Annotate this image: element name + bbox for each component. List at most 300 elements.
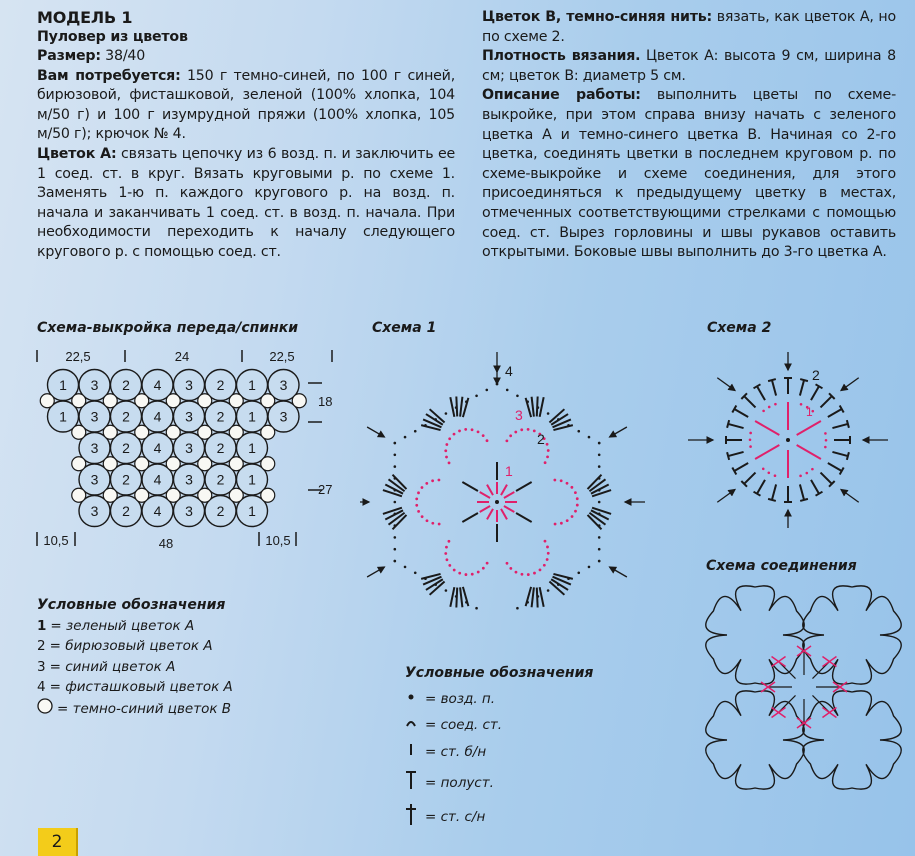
flowerB-circle xyxy=(135,488,149,502)
scheme1-title: Схема 1 xyxy=(372,320,437,336)
pink-chain-dot xyxy=(486,562,489,565)
stitch-top xyxy=(727,420,729,428)
legend-text: = темно-синий цветок В xyxy=(57,700,232,717)
join-arrow xyxy=(367,427,384,437)
flower-legend-item xyxy=(37,657,233,678)
pink-chain-dot xyxy=(446,558,449,561)
pink-chain-dot xyxy=(805,472,808,475)
side-dimension: 18 xyxy=(318,394,333,409)
materials-text: 150 г темно-синей, по 100 г синей, бирюзовой, фисташковой, зеленой (100% хлопка, 104 м/50 г) и 100 г изумрудной пряжи (100% хлопка, 105 м/50 г); крючок № 4. xyxy=(37,67,456,143)
pink-chain-dot xyxy=(471,428,474,431)
flowerB-circle xyxy=(198,457,212,471)
pattern-diagram xyxy=(30,340,350,555)
flowerA-number: 3 xyxy=(185,440,193,456)
pink-chain-dot xyxy=(543,564,546,567)
flowerA-number: 4 xyxy=(153,503,162,519)
double-crochet-stitch xyxy=(450,397,454,417)
flowerA-outline xyxy=(706,691,804,789)
center-slip xyxy=(786,438,790,442)
legend-key: 4 xyxy=(37,679,46,695)
double-crochet-stitch xyxy=(456,588,457,608)
pink-chain-dot xyxy=(774,474,777,477)
pink-chain-dot xyxy=(445,443,448,446)
pink-chain-dot xyxy=(560,522,563,525)
pink-chain-dot xyxy=(560,479,563,482)
size-line xyxy=(37,47,455,67)
round-label: 4 xyxy=(505,363,513,379)
pink-chain-dot xyxy=(768,406,771,409)
chain-dot xyxy=(598,536,601,539)
flowerB-circle xyxy=(135,457,149,471)
pink-chain-dot xyxy=(762,410,765,413)
flowerB-circle xyxy=(261,425,275,439)
legend-key: 1 xyxy=(37,617,47,634)
chain-dot xyxy=(394,501,397,504)
chain-dot xyxy=(547,412,550,415)
pink-chain-dot xyxy=(570,486,573,489)
half-double-crochet-stitch xyxy=(728,452,743,456)
pink-chain-dot xyxy=(458,572,461,575)
chain-dot xyxy=(404,436,407,439)
pink-chain-dot xyxy=(438,479,441,482)
slip-stitch-icon xyxy=(405,712,421,739)
flowerA-number: 3 xyxy=(185,471,193,488)
pink-chain-dot xyxy=(415,504,418,507)
flowerB-circle xyxy=(103,457,117,471)
flowerB-circle xyxy=(135,425,149,439)
pink-chain-dot xyxy=(448,461,451,464)
bottom-dimension: 10,5 xyxy=(43,533,69,548)
scheme2-diagram xyxy=(680,340,890,530)
double-crochet-icon xyxy=(405,802,421,833)
pink-chain-dot xyxy=(471,573,474,576)
pink-chain-dot xyxy=(444,552,447,555)
model-title: МОДЕЛЬ 1 xyxy=(37,8,133,27)
flowerB-circle xyxy=(229,425,243,439)
half-double-crochet-stitch xyxy=(811,386,819,400)
flowerA-number: 1 xyxy=(59,408,67,425)
pink-chain-dot xyxy=(574,510,577,513)
pink-chain-dot xyxy=(566,519,569,522)
pink-chain-dot xyxy=(566,482,569,485)
pink-stitch xyxy=(480,506,490,512)
legend-text: = ст. б/н xyxy=(425,743,487,760)
flowerA-number: 4 xyxy=(153,471,162,488)
pink-chain-dot xyxy=(544,461,547,464)
pink-chain-dot xyxy=(571,515,574,518)
chain-dot xyxy=(394,454,397,457)
flowerA-number: 2 xyxy=(122,440,130,456)
join-arrow xyxy=(610,567,627,577)
flowerA-number: 3 xyxy=(185,408,193,425)
flowerB-circle xyxy=(40,394,54,408)
flowerB-circle xyxy=(103,394,117,408)
pink-chain-dot xyxy=(762,468,765,471)
flowerA-text: связать цепочку из 6 возд. п. и заключить ее 1 соед. ст. в круг. Вязать круговыми р. по схеме 1. Заменять 1-ю п. каждого кругового р. на возд. п. начала и заканчивать 1 соед. ст. в возд. п. начала. При необходимости переходить к началу следующего кругового р. с помощью соед. ст. xyxy=(37,145,455,260)
stitch-top xyxy=(768,379,776,381)
flowerA-number: 2 xyxy=(216,471,225,488)
pink-chain-dot xyxy=(477,430,480,433)
legend-key: 2 xyxy=(37,638,46,654)
pink-chain-dot xyxy=(749,445,752,448)
join-arrow xyxy=(610,427,627,437)
join-arrow xyxy=(367,567,384,577)
center-slip xyxy=(495,500,499,504)
chain-dot xyxy=(516,607,519,610)
chain-dot xyxy=(414,572,417,575)
half-double-crochet-stitch xyxy=(821,396,832,407)
pink-chain-dot xyxy=(445,546,448,549)
flowerB-label: Цветок В, темно-синяя нить: xyxy=(482,9,712,25)
stitch-top xyxy=(847,420,849,428)
pink-stitch xyxy=(487,485,493,495)
flowerB-circle xyxy=(198,394,212,408)
pink-chain-dot xyxy=(415,498,418,501)
round-label: 1 xyxy=(505,463,513,479)
chain-dot xyxy=(404,566,407,569)
flowerA-paragraph xyxy=(37,145,455,263)
round-label: 1 xyxy=(806,405,813,419)
double-crochet-stitch xyxy=(537,396,538,416)
join-arrow xyxy=(717,378,735,391)
flowerB-circle xyxy=(72,488,86,502)
pink-stitch xyxy=(487,509,493,519)
stitch-legend-item xyxy=(405,739,593,766)
double-crochet-stitch xyxy=(532,587,534,607)
half-double-crochet-stitch xyxy=(832,424,847,428)
flowerB-circle xyxy=(166,425,180,439)
chain-dot xyxy=(577,572,580,575)
chain-dot xyxy=(394,536,397,539)
work-paragraph xyxy=(482,86,896,262)
pink-chain-dot xyxy=(749,438,752,441)
pink-chain-dot xyxy=(477,571,480,574)
flowerA-outline xyxy=(706,586,804,684)
pink-stitch xyxy=(501,509,507,519)
flower-legend-item xyxy=(37,616,233,637)
pink-chain-dot xyxy=(421,515,424,518)
double-crochet-stitch xyxy=(540,397,544,417)
chain-dot xyxy=(394,548,397,551)
pink-chain-dot xyxy=(547,449,550,452)
half-double-crochet-stitch xyxy=(821,473,832,484)
pink-stitch xyxy=(504,492,514,498)
scheme2-title: Схема 2 xyxy=(707,320,772,336)
flowerA-number: 3 xyxy=(185,503,193,519)
legend-text: = полуст. xyxy=(425,775,494,791)
pink-chain-dot xyxy=(824,446,827,449)
pink-chain-dot xyxy=(453,569,456,572)
pink-chain-dot xyxy=(425,482,428,485)
pink-chain-dot xyxy=(521,573,524,576)
flowerA-number: 3 xyxy=(90,440,99,456)
flowerA-number: 3 xyxy=(90,471,99,488)
flowerA-number: 1 xyxy=(248,408,256,425)
join-arrow xyxy=(717,489,735,502)
half-double-crochet-stitch xyxy=(832,452,847,456)
pink-chain-dot xyxy=(546,443,549,446)
flowerB-circle xyxy=(198,488,212,502)
pink-chain-dot xyxy=(506,562,509,565)
half-double-crochet-stitch xyxy=(828,463,842,471)
flowerB-circle xyxy=(166,457,180,471)
single-crochet-icon xyxy=(405,739,421,766)
flower-legend-item xyxy=(37,698,233,721)
legend-text: = зеленый цветок А xyxy=(50,617,195,634)
flowerB-circle-icon xyxy=(37,698,53,721)
chain-dot xyxy=(445,589,448,592)
half-double-crochet-stitch xyxy=(728,424,743,428)
size-label: Размер: xyxy=(37,48,101,64)
flowerB-circle xyxy=(72,394,86,408)
pink-chain-dot xyxy=(547,552,550,555)
top-dimension: 22,5 xyxy=(65,349,91,364)
density-text: Цветок А: высота 9 см, ширина 8 см; цветок В: диаметр 5 см. xyxy=(482,48,896,84)
half-double-crochet-stitch xyxy=(811,480,819,494)
pink-chain-dot xyxy=(800,403,803,406)
flowerA-number: 2 xyxy=(216,377,225,393)
stitch-top xyxy=(727,452,729,460)
flower-legend-item xyxy=(37,636,233,657)
flowerB-circle xyxy=(229,457,243,471)
materials-paragraph xyxy=(37,67,455,145)
flowerA-number: 3 xyxy=(185,377,193,393)
double-crochet-stitch xyxy=(450,587,454,607)
pink-chain-dot xyxy=(448,540,451,543)
pink-chain-dot xyxy=(417,491,420,494)
flowerA-number: 4 xyxy=(153,440,162,456)
legend-text: = ст. с/н xyxy=(425,808,486,825)
flowerA-number: 1 xyxy=(248,377,256,393)
pink-chain-dot xyxy=(445,456,448,459)
page-number-badge: 2 xyxy=(38,828,78,856)
flowerA-number: 2 xyxy=(122,377,130,393)
flowerB-circle xyxy=(166,394,180,408)
pattern-title: Пуловер из цветов xyxy=(37,29,188,45)
legend-key: 3 xyxy=(37,658,46,675)
chain-dot xyxy=(577,430,580,433)
double-crochet-stitch xyxy=(532,397,534,417)
chain-dot xyxy=(588,436,591,439)
pink-chain-dot xyxy=(539,568,542,571)
flowerA-number: 3 xyxy=(279,377,288,393)
flowerB-circle xyxy=(198,425,212,439)
chain-dot xyxy=(394,560,397,563)
flowerA-number: 2 xyxy=(122,471,130,488)
pink-chain-dot xyxy=(514,431,517,434)
join-arrow xyxy=(841,378,859,391)
pink-chain-dot xyxy=(767,471,770,474)
pink-chain-dot xyxy=(509,567,512,570)
flowerA-number: 2 xyxy=(216,503,225,519)
flowerB-circle xyxy=(292,394,306,408)
flowerA-number: 2 xyxy=(122,503,130,519)
right-text-column xyxy=(482,8,896,263)
pink-chain-dot xyxy=(546,558,549,561)
legend-text: = синий цветок А xyxy=(49,658,176,675)
pink-chain-dot xyxy=(505,439,508,442)
pink-stitch xyxy=(480,492,490,498)
pink-chain-dot xyxy=(527,573,530,576)
legend-text: = фисташковый цветок А xyxy=(49,679,233,695)
chain-dot xyxy=(588,566,591,569)
pink-chain-dot xyxy=(431,479,434,482)
flowerA-outline xyxy=(803,691,901,789)
chain-dot xyxy=(516,395,519,398)
flowerA-number: 3 xyxy=(90,408,99,425)
flowerB-circle xyxy=(229,394,243,408)
half-double-crochet-icon xyxy=(405,769,421,798)
half-double-crochet-stitch xyxy=(744,396,755,407)
pink-chain-dot xyxy=(458,430,461,433)
flowerB-circle xyxy=(166,488,180,502)
top-dimension: 24 xyxy=(174,349,190,364)
flowerB-circle xyxy=(261,457,275,471)
flowerB-circle xyxy=(72,425,86,439)
stitch-top xyxy=(847,452,849,460)
pink-chain-dot xyxy=(448,564,451,567)
flowerB-text: вязать, как цветок А, но по схеме 2. xyxy=(482,9,896,45)
density-label: Плотность вязания. xyxy=(482,48,641,65)
chain-dot xyxy=(598,454,601,457)
left-text-column xyxy=(37,8,455,263)
single-crochet-stitch xyxy=(516,513,532,522)
chain-dot xyxy=(445,412,448,415)
chain-dot xyxy=(547,589,550,592)
legend-text: = соед. ст. xyxy=(425,717,503,733)
materials-label: Вам потребуется: xyxy=(37,67,181,84)
half-double-crochet-stitch xyxy=(772,380,776,395)
half-double-crochet-stitch xyxy=(734,409,748,417)
flowerA-number: 2 xyxy=(122,408,130,425)
pink-stitch xyxy=(504,506,514,512)
flowerB-circle xyxy=(103,425,117,439)
chain-dot xyxy=(598,560,601,563)
flowerA-number: 4 xyxy=(153,377,162,393)
single-crochet-stitch xyxy=(516,482,532,491)
chain-dot xyxy=(414,430,417,433)
pattern-diagram-title: Схема-выкройка переда/спинки xyxy=(37,320,299,336)
pink-chain-dot xyxy=(444,449,447,452)
join-scheme-title: Схема соединения xyxy=(706,558,857,574)
chain-dot xyxy=(475,607,478,610)
stitch-top xyxy=(768,499,776,501)
flowerA-number: 1 xyxy=(59,377,67,393)
stitch-legend-item xyxy=(405,769,593,798)
pink-stitch xyxy=(501,485,507,495)
chain-dot xyxy=(506,389,509,392)
flowerA-number: 3 xyxy=(90,503,99,519)
pink-chain-dot xyxy=(546,455,549,458)
flower-legend xyxy=(37,595,233,720)
double-crochet-stitch xyxy=(537,588,538,608)
flowerA-number: 3 xyxy=(90,377,99,393)
legend-text: = бирюзовый цветок А xyxy=(49,638,213,654)
half-double-crochet-stitch xyxy=(757,386,765,400)
pink-chain-dot xyxy=(520,428,523,431)
pink-chain-dot xyxy=(465,573,468,576)
pink-double-crochet xyxy=(755,445,779,459)
double-crochet-stitch xyxy=(540,587,544,607)
scheme1-diagram xyxy=(360,340,650,610)
chain-dot xyxy=(394,465,397,468)
flowerB-circle xyxy=(229,488,243,502)
half-double-crochet-stitch xyxy=(744,473,755,484)
flowerA-number: 1 xyxy=(248,471,256,488)
pink-chain-dot xyxy=(799,475,802,478)
stitch-top xyxy=(800,499,808,501)
flowerA-number: 3 xyxy=(279,408,288,425)
stitch-legend-item xyxy=(405,802,593,833)
pink-chain-dot xyxy=(533,429,536,432)
double-crochet-stitch xyxy=(460,587,462,607)
pink-chain-dot xyxy=(417,510,420,513)
flower-legend-title: Условные обозначения xyxy=(37,597,226,613)
flowerA-label: Цветок А: xyxy=(37,145,117,162)
chain-dot xyxy=(598,465,601,468)
stitch-top xyxy=(800,379,808,381)
pink-double-crochet xyxy=(797,421,821,435)
flowerB-circle xyxy=(261,394,275,408)
chain-dot xyxy=(598,442,601,445)
pink-chain-dot xyxy=(515,571,518,574)
flowerB-circle xyxy=(261,488,275,502)
pink-chain-dot xyxy=(482,567,485,570)
stitch-legend-title: Условные обозначения xyxy=(405,665,594,681)
pink-chain-dot xyxy=(533,572,536,575)
pink-chain-dot xyxy=(576,504,579,507)
flowerA-outline xyxy=(803,586,901,684)
pink-chain-dot xyxy=(749,432,752,435)
pink-chain-dot xyxy=(544,540,547,543)
pink-chain-dot xyxy=(438,523,441,526)
chain-dot xyxy=(598,501,601,504)
pink-chain-dot xyxy=(553,479,556,482)
half-double-crochet-stitch xyxy=(772,484,776,499)
round-label: 2 xyxy=(537,431,545,447)
chain-dot xyxy=(598,548,601,551)
pink-double-crochet xyxy=(797,445,821,459)
round-label: 2 xyxy=(812,367,820,383)
join-arrow xyxy=(841,489,859,502)
half-double-crochet-stitch xyxy=(800,380,804,395)
single-crochet-stitch xyxy=(462,513,478,522)
half-double-crochet-stitch xyxy=(828,409,842,417)
flowerB-paragraph xyxy=(482,8,896,47)
pink-double-crochet xyxy=(755,421,779,435)
pink-chain-dot xyxy=(576,497,579,500)
pink-chain-dot xyxy=(574,491,577,494)
pink-chain-dot xyxy=(774,403,777,406)
flowerA-number: 1 xyxy=(248,503,256,519)
pink-chain-dot xyxy=(464,428,467,431)
top-dimension: 22,5 xyxy=(269,349,295,364)
flowerB-circle xyxy=(103,488,117,502)
flowerA-number: 1 xyxy=(248,440,256,456)
stitch-legend-item xyxy=(405,712,593,739)
pink-chain-dot xyxy=(482,434,485,437)
flowerA-number: 4 xyxy=(153,408,162,425)
join-scheme-diagram xyxy=(700,580,910,805)
bottom-dimension: 48 xyxy=(158,536,174,551)
half-double-crochet-stitch xyxy=(800,484,804,499)
size-value: 38/40 xyxy=(100,48,146,64)
pink-chain-dot xyxy=(811,468,814,471)
pink-chain-dot xyxy=(426,519,429,522)
pink-chain-dot xyxy=(825,439,828,442)
chain-stitch-icon xyxy=(405,686,421,713)
stitch-legend-item xyxy=(405,686,593,713)
